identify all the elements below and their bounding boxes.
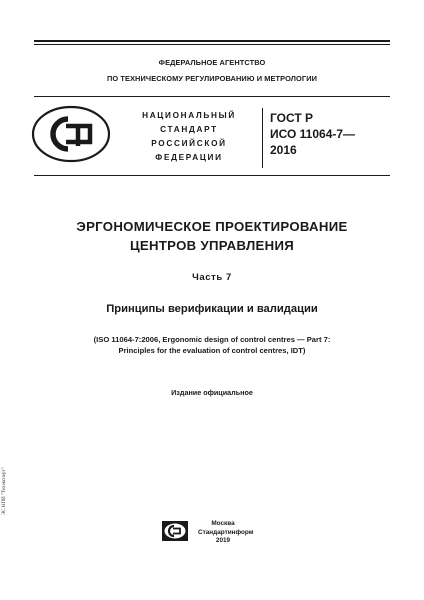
national-line-3: РОССИЙСКОЙ — [151, 139, 227, 148]
standard-code-line-2: ИСО 11064-7— — [270, 127, 356, 141]
national-line-4: ФЕДЕРАЦИИ — [155, 153, 223, 162]
side-watermark-text: ЭС НПИ "Техэксперт" — [2, 467, 7, 515]
iso-line-1: (ISO 11064-7:2006, Ergonomic design of control centres — Part 7: — [93, 335, 331, 344]
agency-line-1: ФЕДЕРАЛЬНОЕ АГЕНТСТВО — [158, 58, 266, 67]
part-label: Часть 7 — [192, 272, 232, 283]
standard-code — [270, 110, 355, 158]
title-line-1: ЭРГОНОМИЧЕСКОЕ ПРОЕКТИРОВАНИЕ — [76, 219, 348, 234]
standard-divider — [262, 108, 263, 168]
standard-rule — [34, 175, 390, 176]
document-title — [0, 217, 424, 255]
top-rule-thin — [34, 44, 390, 45]
header-rule — [34, 96, 390, 97]
standard-code-line-3: 2016 — [270, 143, 297, 157]
national-line-1: НАЦИОНАЛЬНЫЙ — [142, 111, 236, 120]
iso-reference — [0, 334, 424, 356]
iso-line-2: Principles for the evaluation of control centres, IDT) — [118, 346, 306, 355]
publisher-info — [198, 520, 254, 546]
publisher-name: Стандартинформ — [198, 528, 254, 536]
publisher-year: 2019 — [215, 537, 231, 544]
edition-label: Издание официальное — [171, 388, 253, 397]
agency-line-2: ПО ТЕХНИЧЕСКОМУ РЕГУЛИРОВАНИЮ И МЕТРОЛОГИИ — [106, 74, 318, 83]
national-standard-label — [118, 109, 260, 165]
top-rule-thick — [34, 40, 390, 42]
standartinform-logo-icon — [161, 520, 189, 542]
publisher-city: Москва — [211, 520, 235, 527]
gost-r-logo-icon — [30, 104, 112, 164]
document-subtitle: Принципы верификации и валидации — [106, 303, 318, 315]
title-line-2: ЦЕНТРОВ УПРАВЛЕНИЯ — [129, 238, 295, 253]
standard-code-line-1: ГОСТ Р — [270, 111, 314, 125]
national-line-2: СТАНДАРТ — [160, 125, 218, 134]
